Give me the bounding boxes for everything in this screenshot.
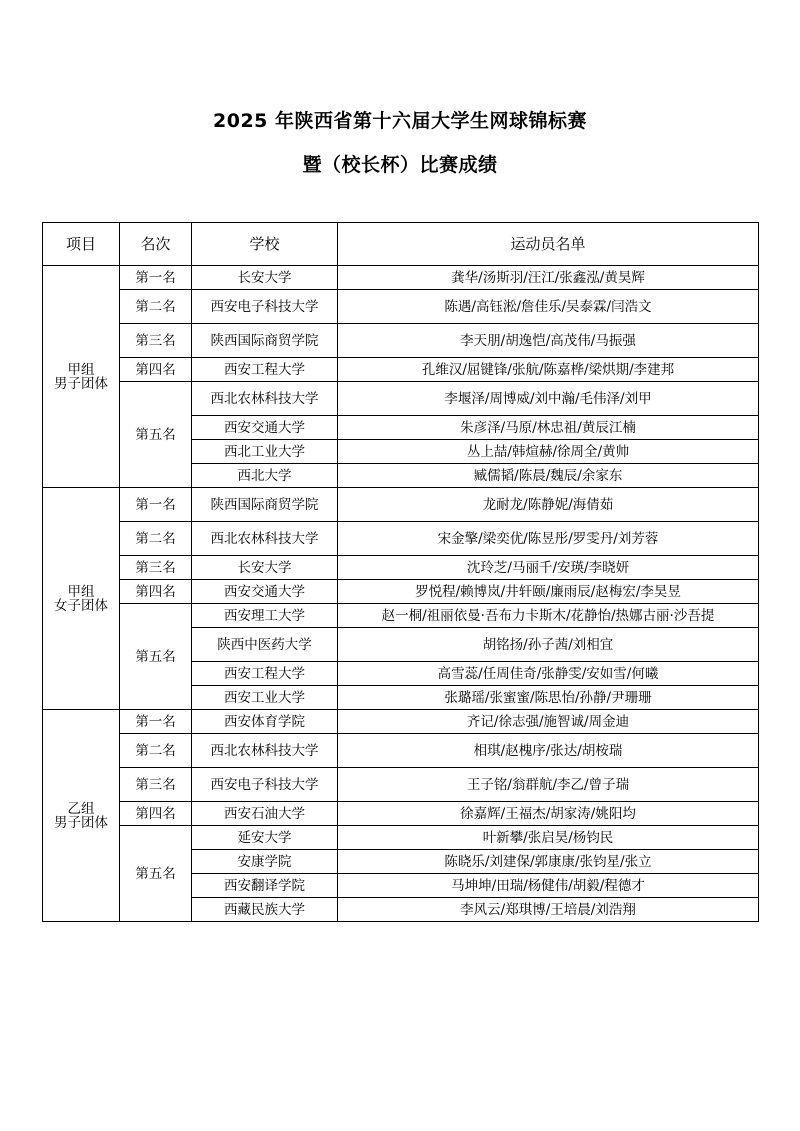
school-cell: 西安交通大学 xyxy=(192,416,338,440)
rank-cell: 第四名 xyxy=(120,802,192,826)
table-row xyxy=(43,580,759,604)
rank-cell: 第五名 xyxy=(120,382,192,488)
school-cell: 长安大学 xyxy=(192,266,338,290)
school-cell: 西北农林科技大学 xyxy=(192,522,338,556)
school-cell: 长安大学 xyxy=(192,556,338,580)
players-cell: 龚华/汤斯羽/汪江/张鑫泓/黄昊辉 xyxy=(338,266,759,290)
school-cell: 陕西国际商贸学院 xyxy=(192,324,338,358)
event-name-line2: 男子团体 xyxy=(54,814,108,831)
results-body xyxy=(43,266,759,922)
players-cell: 高雪蕊/任周佳奇/张静雯/安如雪/何曦 xyxy=(338,662,759,686)
players-cell: 马坤坤/田瑞/杨健伟/胡毅/程德才 xyxy=(338,874,759,898)
school-cell: 陕西中医药大学 xyxy=(192,628,338,662)
school-cell: 西北大学 xyxy=(192,464,338,488)
school-cell: 西安理工大学 xyxy=(192,604,338,628)
event-name-line2: 女子团体 xyxy=(54,597,108,614)
rank-cell: 第三名 xyxy=(120,556,192,580)
players-cell: 齐记/徐志强/施智诚/周金迪 xyxy=(338,710,759,734)
players-cell: 沈玲芝/马丽千/安瑛/李晓妍 xyxy=(338,556,759,580)
players-cell: 陈晓乐/刘建保/郭康康/张钧星/张立 xyxy=(338,850,759,874)
results-table xyxy=(42,222,759,922)
table-row xyxy=(43,324,759,358)
players-cell: 孔维汉/屈键锋/张航/陈嘉桦/梁烘期/李建邦 xyxy=(338,358,759,382)
school-cell: 陕西国际商贸学院 xyxy=(192,488,338,522)
table-row xyxy=(43,522,759,556)
players-cell: 王子铭/翁群航/李乙/曾子瑞 xyxy=(338,768,759,802)
event-name-line2: 男子团体 xyxy=(54,375,108,392)
players-cell: 胡铭扬/孙子茜/刘相宜 xyxy=(338,628,759,662)
school-cell: 西安工程大学 xyxy=(192,662,338,686)
table-header-row xyxy=(43,223,759,266)
rank-cell: 第一名 xyxy=(120,710,192,734)
header-players: 运动员名单 xyxy=(338,223,759,266)
players-cell: 赵一桐/祖丽依曼·吾布力卡斯木/花静怡/热娜古丽·沙吾提 xyxy=(338,604,759,628)
players-cell: 丛上喆/韩煊赫/徐周全/黄帅 xyxy=(338,440,759,464)
document-title-line1: 2025 年陕西省第十六届大学生网球锦标赛 xyxy=(213,110,587,132)
table-row xyxy=(43,768,759,802)
players-cell: 徐嘉辉/王福杰/胡家涛/姚阳均 xyxy=(338,802,759,826)
rank-cell: 第五名 xyxy=(120,604,192,710)
table-row xyxy=(43,734,759,768)
rank-cell: 第四名 xyxy=(120,358,192,382)
rank-cell: 第三名 xyxy=(120,768,192,802)
event-name-line1: 乙组 xyxy=(67,800,95,817)
school-cell: 西安电子科技大学 xyxy=(192,768,338,802)
table-row xyxy=(43,604,759,628)
school-cell: 西安工业大学 xyxy=(192,686,338,710)
header-event: 项目 xyxy=(43,223,120,266)
school-cell: 西北农林科技大学 xyxy=(192,382,338,416)
rank-cell: 第二名 xyxy=(120,734,192,768)
table-row xyxy=(43,826,759,850)
players-cell: 龙耐龙/陈静妮/海倩茹 xyxy=(338,488,759,522)
school-cell: 西安工程大学 xyxy=(192,358,338,382)
table-row xyxy=(43,382,759,416)
players-cell: 宋金擎/梁奕优/陈昱彤/罗雯丹/刘芳蓉 xyxy=(338,522,759,556)
players-cell: 李堰泽/周博威/刘中瀚/毛伟泽/刘甲 xyxy=(338,382,759,416)
players-cell: 陈遇/高钰淞/詹佳乐/吴泰霖/闫浩文 xyxy=(338,290,759,324)
rank-cell: 第四名 xyxy=(120,580,192,604)
players-cell: 李天朋/胡逸恺/高茂伟/马振强 xyxy=(338,324,759,358)
rank-cell: 第一名 xyxy=(120,488,192,522)
header-rank: 名次 xyxy=(120,223,192,266)
event-cell xyxy=(43,488,120,710)
event-cell xyxy=(43,710,120,922)
table-row xyxy=(43,266,759,290)
rank-cell: 第一名 xyxy=(120,266,192,290)
players-cell: 相琪/赵槐序/张达/胡桉瑞 xyxy=(338,734,759,768)
event-cell xyxy=(43,266,120,488)
school-cell: 西安翻译学院 xyxy=(192,874,338,898)
school-cell: 西安体育学院 xyxy=(192,710,338,734)
table-row xyxy=(43,802,759,826)
school-cell: 西安交通大学 xyxy=(192,580,338,604)
table-row xyxy=(43,710,759,734)
school-cell: 西安石油大学 xyxy=(192,802,338,826)
table-row xyxy=(43,358,759,382)
school-cell: 延安大学 xyxy=(192,826,338,850)
school-cell: 西北农林科技大学 xyxy=(192,734,338,768)
school-cell: 西安电子科技大学 xyxy=(192,290,338,324)
school-cell: 安康学院 xyxy=(192,850,338,874)
school-cell: 西北工业大学 xyxy=(192,440,338,464)
table-row xyxy=(43,488,759,522)
table-row xyxy=(43,556,759,580)
players-cell: 臧儒韬/陈晨/魏辰/余家东 xyxy=(338,464,759,488)
players-cell: 李风云/郑琪博/王培晨/刘浩翔 xyxy=(338,898,759,922)
rank-cell: 第二名 xyxy=(120,522,192,556)
event-name-line1: 甲组 xyxy=(67,583,95,600)
event-name-line1: 甲组 xyxy=(67,361,95,378)
table-row xyxy=(43,290,759,324)
document-title-line2: 暨（校长杯）比赛成绩 xyxy=(302,154,498,176)
rank-cell: 第五名 xyxy=(120,826,192,922)
header-school: 学校 xyxy=(192,223,338,266)
players-cell: 罗悦程/赖博岚/井轩颐/廉雨辰/赵梅宏/李昊昱 xyxy=(338,580,759,604)
players-cell: 叶新攀/张启昊/杨钧民 xyxy=(338,826,759,850)
school-cell: 西藏民族大学 xyxy=(192,898,338,922)
rank-cell: 第三名 xyxy=(120,324,192,358)
rank-cell: 第二名 xyxy=(120,290,192,324)
players-cell: 朱彦泽/马原/林忠祖/黄辰江楠 xyxy=(338,416,759,440)
players-cell: 张璐瑶/张蜜蜜/陈思怡/孙静/尹珊珊 xyxy=(338,686,759,710)
